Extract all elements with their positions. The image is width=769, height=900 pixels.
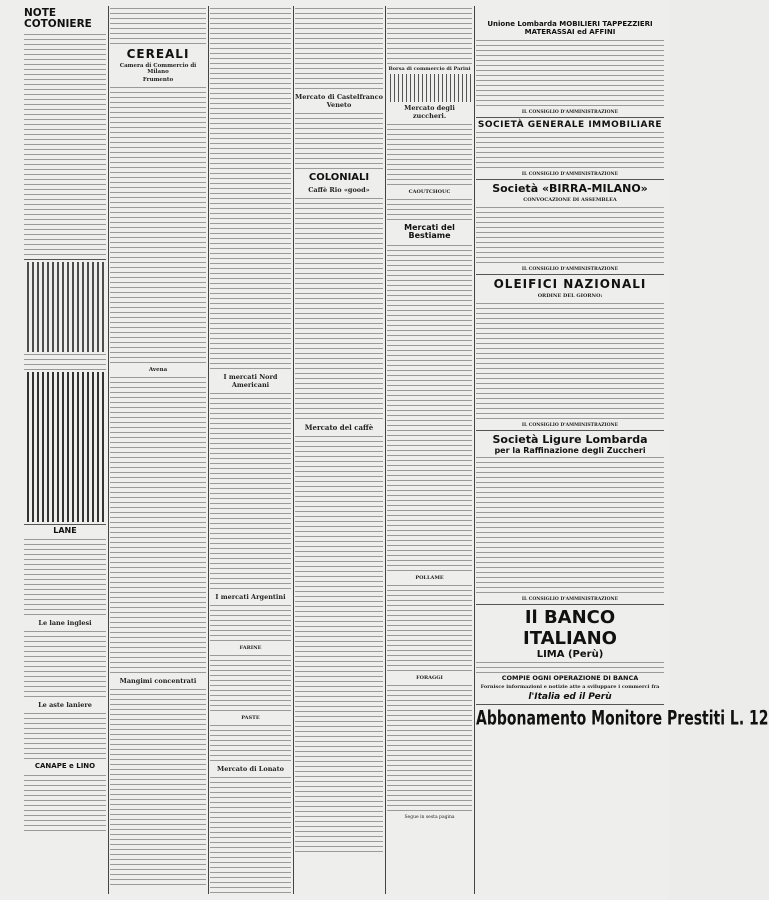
frumento-heading: Frumento bbox=[142, 76, 174, 83]
ad-closing: IL CONSIGLIO D'AMMINISTRAZIONE bbox=[521, 597, 619, 602]
article-text bbox=[24, 773, 106, 833]
article-text bbox=[210, 603, 291, 643]
column-rule bbox=[108, 6, 109, 894]
article-text bbox=[387, 122, 472, 187]
paste-heading: PASTE bbox=[241, 715, 260, 721]
article-text bbox=[210, 6, 291, 371]
article-text bbox=[24, 629, 106, 699]
price-list bbox=[110, 85, 206, 365]
ad-closing: IL CONSIGLIO D'AMMINISTRAZIONE bbox=[521, 423, 619, 428]
divider bbox=[476, 117, 664, 118]
ad-convocazione: CONVOCAZIONE DI ASSEMBLEA bbox=[523, 197, 617, 203]
column-rule bbox=[474, 6, 475, 894]
zuccheri-heading: Mercato degli zuccheri. bbox=[404, 104, 455, 120]
ad-birra-milano-title: Società «BIRRA-MILANO» bbox=[492, 182, 648, 195]
article-text bbox=[295, 434, 383, 854]
caoutchouc-heading: CAOUTCHOUC bbox=[408, 189, 451, 195]
price-list bbox=[210, 391, 291, 591]
article-text bbox=[210, 775, 291, 895]
lane-heading: LANE bbox=[53, 526, 77, 536]
article-text bbox=[387, 197, 472, 222]
article-text bbox=[24, 352, 106, 372]
ad-text bbox=[476, 38, 664, 108]
ad-text bbox=[476, 301, 664, 421]
column-1 bbox=[24, 6, 106, 894]
ad-banco-line: l'Italia ed il Perù bbox=[528, 692, 612, 702]
ad-banco-italiano-title: Il BANCO ITALIANO bbox=[523, 607, 617, 649]
ad-ordine-giorno: ORDINE DEL GIORNO: bbox=[537, 293, 603, 299]
article-text bbox=[387, 243, 472, 573]
cereali-heading: CEREALI bbox=[126, 47, 190, 61]
divider bbox=[24, 524, 106, 525]
pollame-heading: POLLAME bbox=[415, 574, 444, 581]
ad-text bbox=[476, 660, 664, 674]
divider bbox=[476, 604, 664, 605]
column-3 bbox=[210, 6, 291, 894]
article-text bbox=[295, 111, 383, 171]
article-text bbox=[110, 687, 206, 887]
canape-lino-heading: CANAPE e LINO bbox=[34, 762, 96, 771]
bestiame-heading: Mercati del Bestiame bbox=[404, 223, 455, 241]
avena-heading: Avena bbox=[148, 366, 168, 373]
article-text bbox=[387, 583, 472, 673]
article-text bbox=[210, 653, 291, 713]
liverpool-price-table bbox=[24, 372, 106, 522]
farine-heading: FARINE bbox=[239, 645, 262, 651]
divider bbox=[476, 430, 664, 431]
mercati-argentini-heading: I mercati Argentini bbox=[215, 593, 286, 601]
ad-ligure-lombarda-subtitle: per la Raffinazione degli Zuccheri bbox=[494, 446, 646, 455]
column-5 bbox=[387, 6, 472, 894]
divider bbox=[24, 259, 106, 260]
ad-monitore-prestiti: Abbonamento Monitore Prestiti L. 12 bbox=[476, 707, 769, 731]
ad-ligure-lombarda-title: Società Ligure Lombarda bbox=[492, 433, 648, 446]
ad-text bbox=[476, 205, 664, 265]
borsa-parini-heading: Borsa di commercio di Parini bbox=[388, 66, 471, 72]
article-text bbox=[24, 32, 106, 257]
mangimi-heading: Mangimi concentrati bbox=[119, 676, 197, 685]
divider bbox=[476, 704, 664, 705]
article-text bbox=[110, 6, 206, 46]
caffe-rio-heading: Caffè Rio «good» bbox=[308, 185, 370, 194]
aste-laniere-heading: Le aste laniere bbox=[38, 701, 92, 710]
ad-closing: IL CONSIGLIO D'AMMINISTRAZIONE bbox=[521, 172, 619, 177]
mercato-lonato-heading: Mercato di Lonato bbox=[217, 765, 284, 773]
continued-note: Segue in sesta pagina bbox=[404, 814, 455, 820]
castelfranco-heading: Mercato di Castelfranco Veneto bbox=[295, 93, 383, 109]
ad-mobilieri-title: Unione Lombarda MOBILIERI TAPPEZZIERI MATERASSAI ed AFFINI bbox=[487, 20, 653, 36]
ad-banco-line: COMPIE OGNI OPERAZIONE DI BANCA bbox=[501, 674, 639, 682]
ad-text bbox=[476, 130, 664, 170]
price-list bbox=[295, 196, 383, 421]
article-text bbox=[295, 6, 383, 91]
foraggi-heading: FORAGGI bbox=[416, 674, 443, 681]
mercati-nord-americani-heading: I mercati Nord Americani bbox=[223, 373, 278, 389]
advertisements-column bbox=[476, 6, 769, 894]
divider bbox=[476, 179, 664, 180]
ad-closing: IL CONSIGLIO D'AMMINISTRAZIONE bbox=[521, 110, 619, 115]
note-cotoniere-heading: NOTE COTONIERE bbox=[24, 7, 92, 31]
ad-closing: IL CONSIGLIO D'AMMINISTRAZIONE bbox=[521, 267, 619, 272]
article-text bbox=[24, 537, 106, 617]
column-rule bbox=[385, 6, 386, 894]
lane-inglesi-heading: Le lane inglesi bbox=[38, 619, 92, 628]
mercato-caffe-heading: Mercato del caffè bbox=[304, 422, 374, 432]
column-rule bbox=[208, 6, 209, 894]
article-text bbox=[387, 6, 472, 64]
column-2 bbox=[110, 6, 206, 894]
cotton-price-table bbox=[24, 262, 106, 352]
article-text bbox=[387, 683, 472, 813]
ad-immobiliare-title: SOCIETÀ GENERALE IMMOBILIARE bbox=[477, 120, 663, 130]
column-rule bbox=[293, 6, 294, 894]
price-list bbox=[110, 375, 206, 675]
camera-commercio-heading: Camera di Commercio di Milano bbox=[119, 62, 197, 75]
ad-text bbox=[476, 455, 664, 595]
divider bbox=[476, 274, 664, 275]
ad-banco-city: LIMA (Perù) bbox=[536, 649, 604, 660]
column-4 bbox=[295, 6, 383, 894]
coloniali-heading: COLONIALI bbox=[308, 172, 370, 183]
ad-oleifici-title: OLEIFICI NAZIONALI bbox=[493, 277, 647, 291]
article-text bbox=[24, 711, 106, 761]
ad-banco-line: Fornisce informazioni e notizie atte a sviluppare i commerci fra bbox=[480, 684, 660, 690]
price-table bbox=[387, 74, 472, 102]
article-text bbox=[210, 723, 291, 763]
